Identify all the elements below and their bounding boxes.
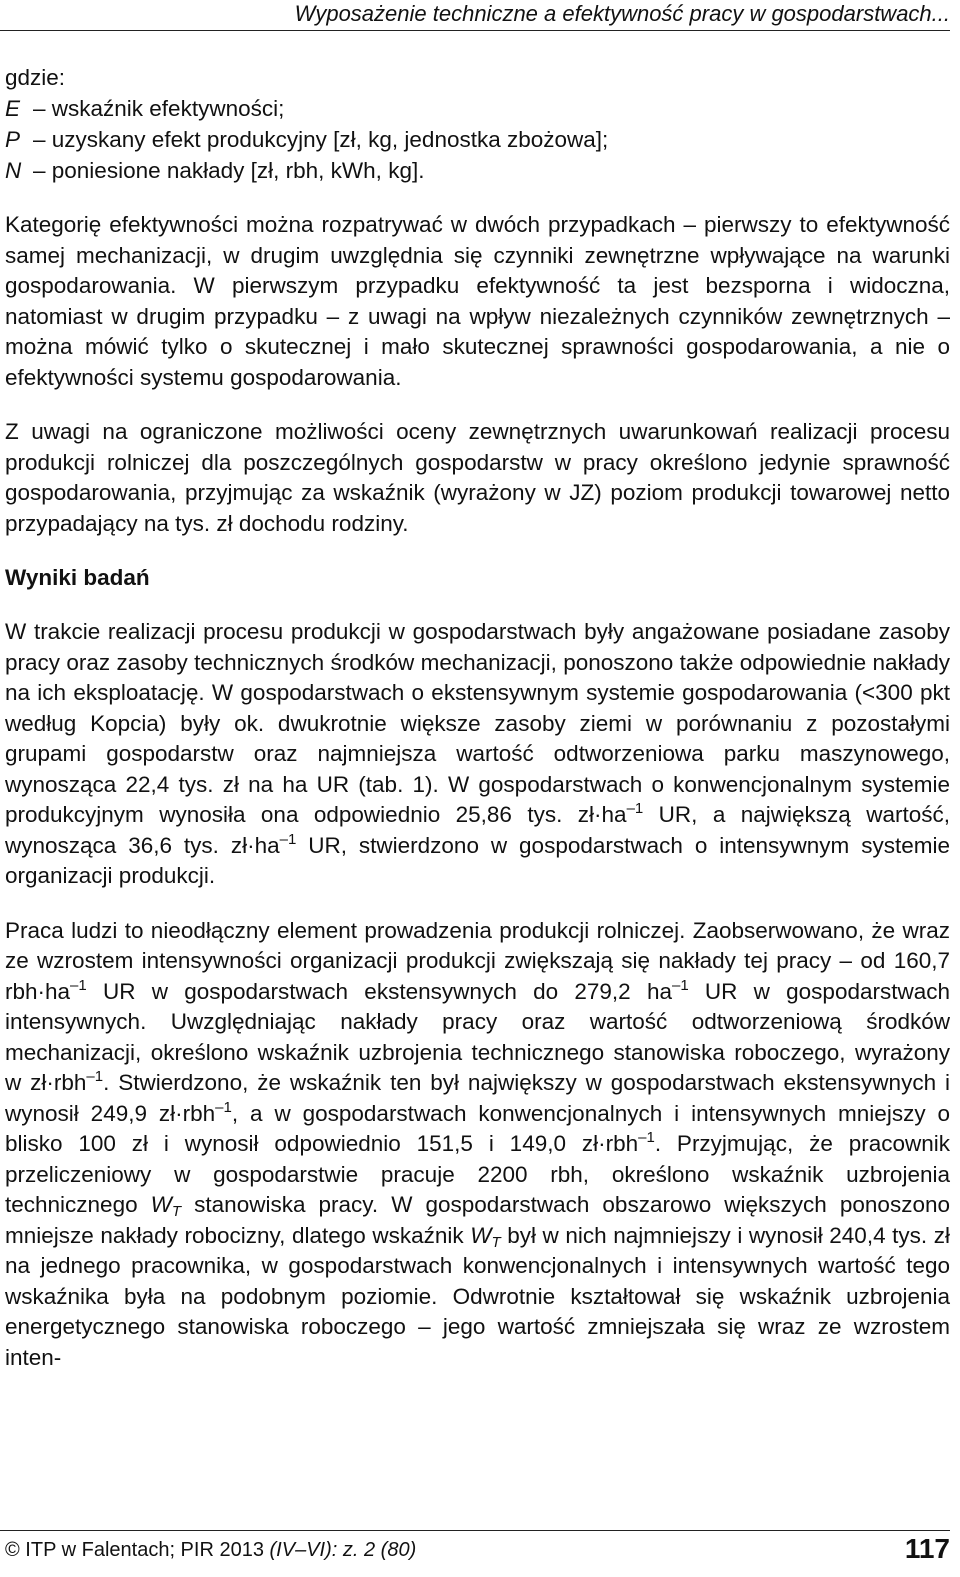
definition-text: – poniesione nakłady [zł, rbh, kWh, kg]. — [33, 158, 425, 183]
definition-item — [5, 93, 950, 124]
definition-item — [5, 124, 950, 155]
definition-symbol: E — [5, 96, 21, 121]
footer-issue-number: : z. 2 (80) — [331, 1539, 417, 1561]
footer-publisher: ITP w Falentach; PIR 2013 — [19, 1539, 270, 1561]
definition-text: – uzyskany efekt produkcyjny [zł, kg, jednostka zbożowa]; — [33, 127, 609, 152]
text-run: . Przyjmując, że pracownik przeliczeniowy w gospodarstwie pracuje 2200 rbh, określono wskaźnik uzbrojenia technicznego — [5, 1131, 950, 1217]
paragraph-resources — [5, 617, 950, 892]
text-run: UR, stwierdzono w gospodarstwach o intensywnym systemie organizacji produkcji. — [5, 832, 950, 888]
footer-citation — [5, 1539, 416, 1562]
superscript: –1 — [279, 830, 297, 848]
definitions-intro: gdzie: — [5, 65, 66, 90]
copyright-icon: © — [5, 1539, 20, 1561]
footer-issue: (IV–VI) — [269, 1539, 332, 1561]
text-run: Praca ludzi to nieodłączny element prowadzenia produkcji rolniczej. Zaobserwowano, że wraz ze wzrostem intensywności organizacji produkcji zwiększają się nakłady tej pracy – od 160,7 rbh·ha — [5, 917, 950, 1004]
symbol-w: W — [470, 1222, 492, 1248]
text-run: . Stwierdzono, że wskaźnik ten był największy w gospodarstwach ekstensywnych i wynosił 249,9 zł·rbh — [5, 1070, 950, 1126]
superscript: –1 — [671, 976, 689, 994]
text-run: stanowiska pracy. W gospodarstwach obszarowo większych ponoszono mniejsze nakłady robocizny, dlatego wskaźnik — [5, 1192, 950, 1248]
paragraph-labour — [5, 916, 950, 1374]
text-run: UR, a największą wartość, wynosząca 36,6 tys. zł·ha — [5, 802, 950, 858]
text-run: UR w gospodarstwach intensywnych. Uwzględniając nakłady pracy oraz wartość odtworzeniową środków mechanizacji, określono wskaźnik uzbrojenia technicznego stanowiska roboczego, wyrażony w zł·rbh — [5, 978, 951, 1095]
page-header — [0, 0, 950, 31]
subscript-t: T — [491, 1233, 501, 1251]
superscript: –1 — [638, 1129, 655, 1146]
page-content — [5, 62, 950, 1373]
definition-symbol: P — [5, 127, 21, 152]
subscript-t: T — [171, 1203, 182, 1220]
paragraph-efficiency-categories: Kategorię efektywności można rozpatrywać w dwóch przypadkach – pierwszy to efektywność samej mechanizacji, w drugim uwzględnia się czynniki zewnętrzne wpływające na warunki gospodarowania. W pierwszym przypadku efektywność ta jest bezsporna i widoczna, natomiast w drugim przypadku – z uwagi na wpływ niezależnych czynników zewnętrznych – można mówić tylko o skutecznej i mało skutecznej sprawności gospodarowania, a nie o efektywności systemu gospodarowania. — [5, 212, 950, 390]
text-run: , a w gospodarstwach konwencjonalnych i intensywnych mniejszy o blisko 100 zł i wynosił odpowiednio 151,5 i 149,0 zł·rbh — [5, 1100, 950, 1156]
superscript: –1 — [70, 976, 87, 994]
text-run: W trakcie realizacji procesu produkcji w gospodarstwach były angażowane posiadane zasoby pracy oraz zasoby technicznych środków mechanizacji, ponoszono także odpowiednie nakłady na ich eksploatację. W gospodarstwach o ekstensywnym systemie gospodarowania (<300 pkt według Kopcia) były ok. dwukrotnie większe zasoby ziemi w porównaniu z pozostałymi grupami gospodarstw oraz najmniejsza wartość odtworzeniowa parku maszynowego, wynosząca 22,4 tys. zł na ha UR (tab. 1). W gospodarstwach o konwencjonalnym systemie produkcyjnym wynosiła ona odpowiednio 25,86 tys. zł·ha — [5, 619, 950, 827]
running-title: Wyposażenie techniczne a efektywność pracy w gospodarstwach... — [294, 1, 950, 26]
page-footer — [0, 1530, 950, 1571]
page-number: 117 — [904, 1533, 950, 1564]
text-run: był w nich najmniejszy i wynosił 240,4 tys. zł na jednego pracownika, w gospodarstwach konwencjonalnych i intensywnych wartość tego wskaźnika była na podobnym poziomie. Odwrotnie kształtował się wskaźnik uzbrojenia energetycznego stanowiska roboczego – jego wartość zmniejszała się wraz ze wzrostem inten- — [5, 1222, 950, 1370]
definition-text: – wskaźnik efektywności; — [33, 96, 285, 121]
definition-symbol: N — [5, 158, 22, 183]
superscript: –1 — [86, 1068, 104, 1085]
definition-item — [5, 155, 950, 186]
section-title: Wyniki badań — [5, 565, 150, 590]
superscript: –1 — [215, 1098, 232, 1116]
definitions-block — [5, 62, 950, 186]
symbol-w: W — [150, 1192, 172, 1217]
superscript: –1 — [626, 800, 644, 817]
text-run: UR w gospodarstwach ekstensywnych do 279,2 ha — [86, 978, 672, 1004]
paragraph-management-efficiency: Z uwagi na ograniczone możliwości oceny zewnętrznych uwarunkowań realizacji procesu produkcji rolniczej dla poszczególnych gospodarstw w pracy określono jedynie sprawność gospodarowania, przyjmując za wskaźnik (wyrażony w JZ) poziom produkcji towarowej netto przypadający na tys. zł dochodu rodziny. — [5, 419, 950, 536]
